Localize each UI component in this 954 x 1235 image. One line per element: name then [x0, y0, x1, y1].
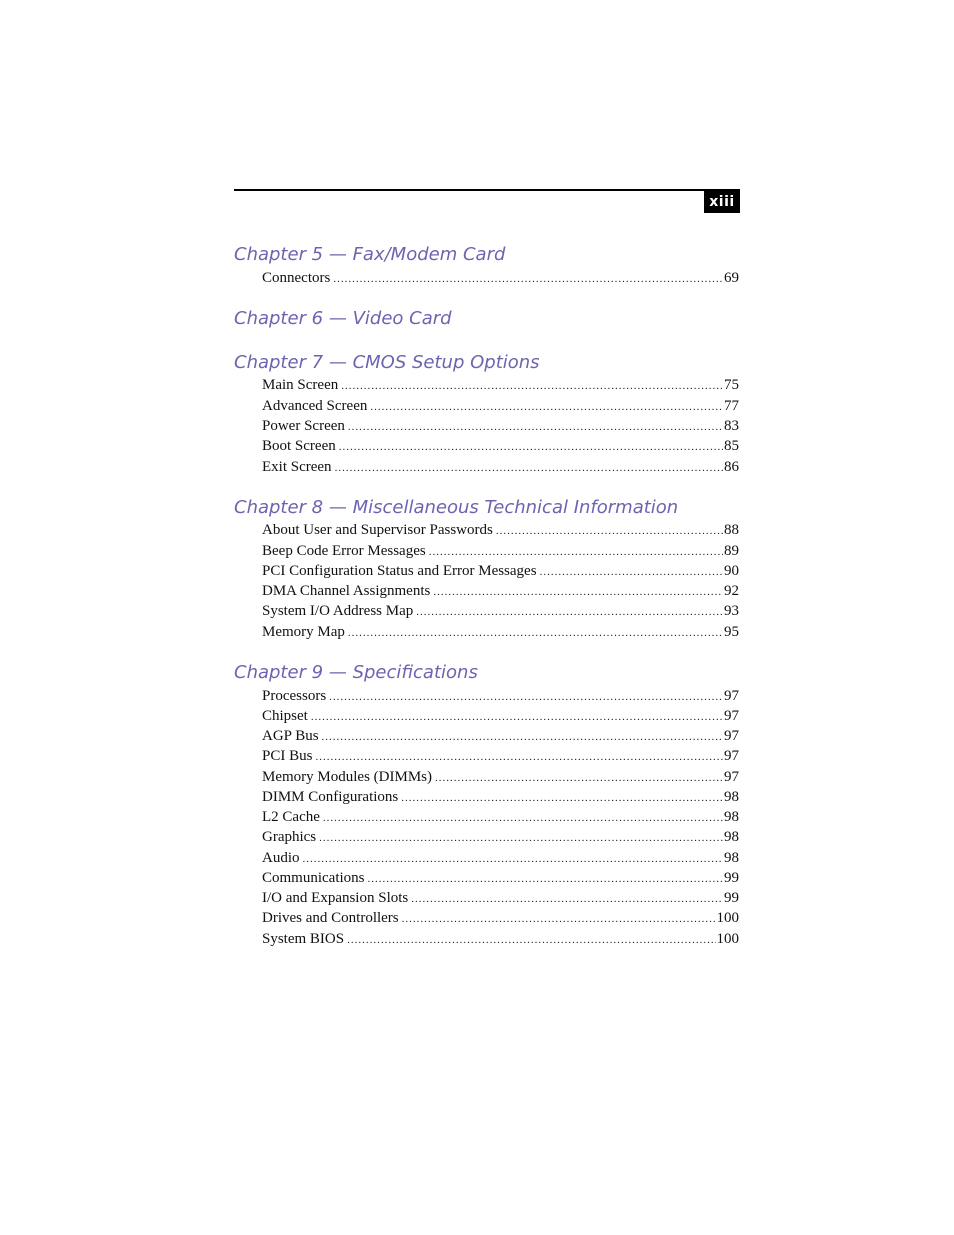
toc-entry-page: 92 — [724, 583, 739, 599]
dot-leader — [368, 873, 724, 885]
toc-entry[interactable] — [262, 543, 739, 563]
toc-entry-page: 97 — [724, 769, 739, 785]
toc-entry-label: Connectors — [262, 270, 331, 286]
chapter-heading[interactable]: Chapter 9 — Specifications — [234, 662, 478, 683]
toc-entry-label: Power Screen — [262, 418, 345, 434]
toc-entry-label: Drives and Controllers — [262, 910, 399, 926]
toc-entry[interactable] — [262, 870, 739, 890]
dot-leader — [401, 792, 723, 804]
dot-leader — [435, 772, 723, 784]
toc-entry[interactable] — [262, 563, 739, 583]
page-number-badge: xiii — [704, 191, 740, 213]
dot-leader — [347, 934, 715, 946]
dot-leader — [370, 401, 723, 413]
toc-entry-page: 69 — [724, 270, 739, 286]
toc-entry-label: Communications — [262, 870, 365, 886]
dot-leader — [303, 853, 724, 865]
toc-entry-page: 77 — [724, 398, 739, 414]
toc-entry-label: Main Screen — [262, 377, 339, 393]
toc-entry-page: 95 — [724, 624, 739, 640]
dot-leader — [335, 462, 723, 474]
dot-leader — [319, 832, 723, 844]
toc-entry[interactable] — [262, 809, 739, 829]
toc-entry-page: 83 — [724, 418, 739, 434]
toc-entry-page: 97 — [724, 708, 739, 724]
toc-entry-page: 86 — [724, 459, 739, 475]
toc-entry-page: 100 — [716, 910, 739, 926]
toc-entry[interactable] — [262, 829, 739, 849]
chapter-heading[interactable]: Chapter 5 — Fax/Modem Card — [234, 244, 506, 265]
dot-leader — [348, 627, 723, 639]
chapter-heading[interactable]: Chapter 8 — Miscellaneous Technical Information — [234, 497, 679, 518]
dot-leader — [348, 421, 723, 433]
toc-entry-label: Audio — [262, 850, 300, 866]
header-rule — [234, 189, 740, 191]
toc-entry[interactable] — [262, 583, 739, 603]
dot-leader — [311, 711, 723, 723]
toc-entry[interactable] — [262, 438, 739, 458]
dot-leader — [540, 566, 723, 578]
chapter-heading[interactable]: Chapter 6 — Video Card — [234, 308, 452, 329]
dot-leader — [429, 546, 723, 558]
toc-entry-page: 99 — [724, 870, 739, 886]
toc-entry-page: 97 — [724, 688, 739, 704]
toc-entry-label: System I/O Address Map — [262, 603, 414, 619]
toc-entry-page: 97 — [724, 728, 739, 744]
chapter-heading[interactable]: Chapter 7 — CMOS Setup Options — [234, 352, 540, 373]
toc-entry[interactable] — [262, 769, 739, 789]
dot-leader — [329, 691, 723, 703]
toc-entry-page: 100 — [716, 931, 739, 947]
toc-entry-page: 98 — [724, 789, 739, 805]
toc-entry-page: 98 — [724, 829, 739, 845]
dot-leader — [315, 751, 723, 763]
toc-entry-label: Graphics — [262, 829, 317, 845]
toc-entry-page: 98 — [724, 850, 739, 866]
toc-entry-label: Advanced Screen — [262, 398, 368, 414]
toc-entry-page: 97 — [724, 748, 739, 764]
toc-entry[interactable] — [262, 708, 739, 728]
dot-leader — [322, 731, 723, 743]
toc-entry-page: 75 — [724, 377, 739, 393]
dot-leader — [323, 812, 723, 824]
toc-entry-label: Memory Map — [262, 624, 345, 640]
toc-entry-label: DIMM Configurations — [262, 789, 399, 805]
toc-entry-label: Exit Screen — [262, 459, 332, 475]
toc-entry-label: PCI Bus — [262, 748, 313, 764]
dot-leader — [402, 913, 716, 925]
toc-entry-page: 99 — [724, 890, 739, 906]
toc-entry[interactable] — [262, 522, 739, 542]
toc-entry[interactable] — [262, 931, 739, 951]
toc-entry-page: 89 — [724, 543, 739, 559]
dot-leader — [341, 380, 723, 392]
toc-entry[interactable] — [262, 418, 739, 438]
toc-entry-label: About User and Supervisor Passwords — [262, 522, 493, 538]
toc-entry-page: 85 — [724, 438, 739, 454]
toc-entry[interactable] — [262, 688, 739, 708]
toc-entry-page: 88 — [724, 522, 739, 538]
dot-leader — [433, 586, 723, 598]
dot-leader — [411, 893, 723, 905]
toc-entry-page: 98 — [724, 809, 739, 825]
toc-entry[interactable] — [262, 748, 739, 768]
toc-entry-label: PCI Configuration Status and Error Messages — [262, 563, 537, 579]
dot-leader — [416, 606, 723, 618]
toc-entry-label: L2 Cache — [262, 809, 320, 825]
toc-entry-label: Boot Screen — [262, 438, 336, 454]
toc-entry[interactable] — [262, 850, 739, 870]
toc-entry-label: System BIOS — [262, 931, 345, 947]
toc-entry[interactable] — [262, 377, 739, 397]
toc-entry-label: I/O and Expansion Slots — [262, 890, 409, 906]
dot-leader — [339, 441, 723, 453]
toc-entry-page: 93 — [724, 603, 739, 619]
toc-entry[interactable] — [262, 624, 739, 644]
dot-leader — [333, 273, 723, 285]
toc-entry[interactable] — [262, 910, 739, 930]
toc-entry[interactable] — [262, 603, 739, 623]
toc-entry[interactable] — [262, 398, 739, 418]
toc-entry[interactable] — [262, 789, 739, 809]
toc-entry[interactable] — [262, 270, 739, 290]
toc-entry[interactable] — [262, 459, 739, 479]
toc-entry-label: AGP Bus — [262, 728, 319, 744]
toc-entry-label: Memory Modules (DIMMs) — [262, 769, 432, 785]
toc-entry[interactable] — [262, 728, 739, 748]
toc-entry-label: Chipset — [262, 708, 308, 724]
toc-entry-label: Beep Code Error Messages — [262, 543, 426, 559]
toc-entry[interactable] — [262, 890, 739, 910]
toc-entry-label: Processors — [262, 688, 327, 704]
dot-leader — [496, 525, 723, 537]
toc-entry-page: 90 — [724, 563, 739, 579]
toc-entry-label: DMA Channel Assignments — [262, 583, 431, 599]
